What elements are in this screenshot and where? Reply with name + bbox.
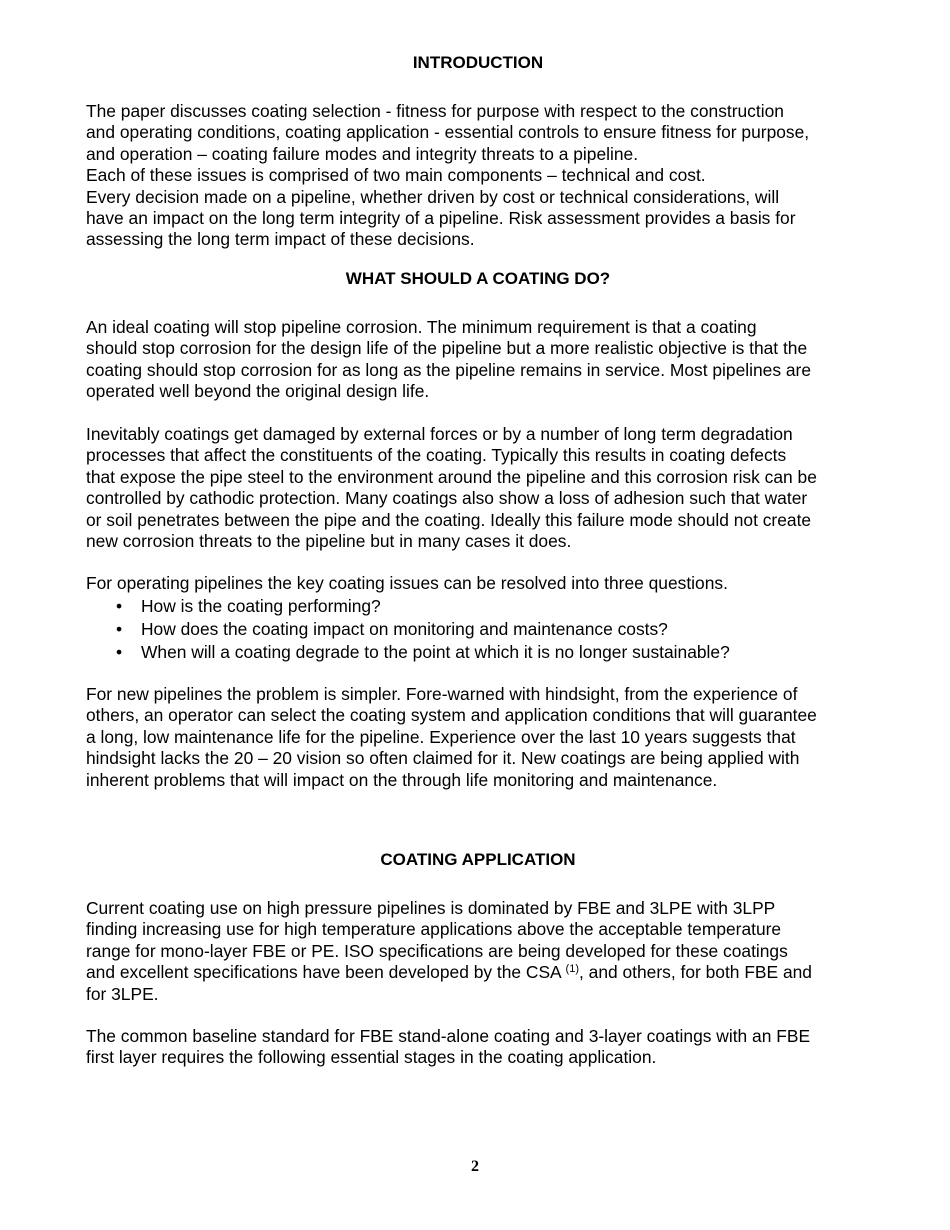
text-segment: and excellent specifications have been developed by the CSA [86, 962, 566, 983]
what-should-heading: WHAT SHOULD A COATING DO? [345, 269, 611, 288]
text-line: Inevitably coatings get damaged by external forces or by a number of long term degradation [86, 424, 793, 444]
new-pipelines-paragraph [86, 684, 876, 791]
list-item-text: When will a coating degrade to the point at which it is no longer sustainable? [141, 642, 730, 662]
text-line: coating should stop corrosion for as long as the pipeline remains in service. Most pipelines are [86, 359, 811, 380]
operating-pipelines-intro [86, 573, 876, 594]
text-segment: , and others, for both FBE and [579, 962, 812, 983]
text-line: for 3LPE. [86, 983, 159, 1004]
bullet-icon: • [116, 596, 123, 616]
text-line: should stop corrosion for the design life of the pipeline but a more realistic objective is that the [86, 338, 808, 359]
reference-marker: (1) [565, 963, 579, 976]
text-line: An ideal coating will stop pipeline corrosion. The minimum requirement is that a coating [86, 317, 757, 337]
text-line: a long, low maintenance life for the pipeline. Experience over the last 10 years suggests that [86, 726, 796, 747]
text-line: first layer requires the following essential stages in the coating application. [86, 1047, 657, 1068]
questions-list [86, 595, 730, 664]
list-item-text: How does the coating impact on monitoring and maintenance costs? [141, 619, 668, 639]
ideal-coating-paragraph [86, 317, 876, 403]
bullet-icon: • [116, 619, 123, 639]
text-line: The paper discusses coating selection - fitness for purpose with respect to the construction [86, 101, 784, 121]
text-line: Each of these issues is comprised of two main components – technical and cost. [86, 165, 706, 186]
text-line: The common baseline standard for FBE stand-alone coating and 3-layer coatings with an FBE [86, 1026, 811, 1046]
text-line: and operating conditions, coating application - essential controls to ensure fitness for purpose, [86, 122, 810, 143]
text-line: new corrosion threats to the pipeline but in many cases it does. [86, 531, 572, 552]
text-line: range for mono-layer FBE or PE. ISO specifications are being developed for these coatings [86, 940, 788, 961]
damage-paragraph [86, 424, 876, 552]
text-line: hindsight lacks the 20 – 20 vision so often claimed for it. New coatings are being applied with [86, 748, 800, 769]
text-line [86, 962, 876, 983]
text-line: assessing the long term impact of these decisions. [86, 229, 475, 250]
text-line: For new pipelines the problem is simpler. Fore-warned with hindsight, from the experience of [86, 684, 798, 704]
current-coating-paragraph [86, 898, 876, 1005]
list-item [86, 618, 730, 641]
introduction-heading: INTRODUCTION [412, 53, 544, 72]
text-line: that expose the pipe steel to the environment around the pipeline and this corrosion risk can be [86, 466, 817, 487]
list-item [86, 595, 730, 618]
text-line: have an impact on the long term integrity of a pipeline. Risk assessment provides a basis for [86, 208, 796, 229]
text-line: For operating pipelines the key coating issues can be resolved into three questions. [86, 573, 728, 593]
text-line: others, an operator can select the coating system and application conditions that will guarantee [86, 705, 817, 726]
list-item-text: How is the coating performing? [141, 596, 381, 616]
text-line: inherent problems that will impact on the through life monitoring and maintenance. [86, 769, 718, 790]
text-line: or soil penetrates between the pipe and the coating. Ideally this failure mode should not create [86, 509, 812, 530]
page-number: 2 [471, 1158, 479, 1175]
list-item [86, 641, 730, 664]
coating-application-heading: COATING APPLICATION [380, 850, 576, 869]
text-line: Every decision made on a pipeline, whether driven by cost or technical considerations, will [86, 186, 780, 207]
text-line: controlled by cathodic protection. Many coatings also show a loss of adhesion such that water [86, 488, 808, 509]
baseline-standard-paragraph [86, 1026, 876, 1069]
introduction-paragraph [86, 101, 876, 251]
text-line: Current coating use on high pressure pipelines is dominated by FBE and 3LPE with 3LPP [86, 898, 776, 918]
text-line: processes that affect the constituents of the coating. Typically this results in coating defects [86, 445, 787, 466]
bullet-icon: • [116, 642, 123, 662]
text-line: and operation – coating failure modes and integrity threats to a pipeline. [86, 143, 639, 164]
text-line: operated well beyond the original design life. [86, 381, 430, 402]
text-line: finding increasing use for high temperature applications above the acceptable temperature [86, 919, 782, 940]
